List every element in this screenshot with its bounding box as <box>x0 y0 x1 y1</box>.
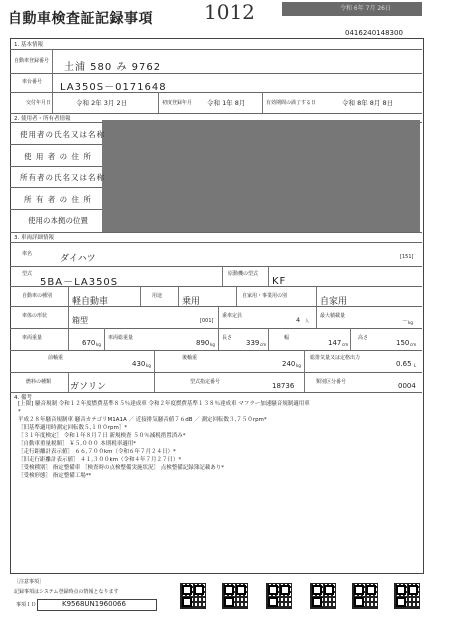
gross-weight-unit: kg <box>210 342 215 347</box>
divider <box>304 372 305 392</box>
business-value: 自家用 <box>320 297 348 307</box>
divider <box>316 286 317 306</box>
notice-text: 記録事項はシステム登録時点の情報となります <box>14 589 119 595</box>
divider <box>316 306 317 328</box>
model-value: 5BA－LA350S <box>40 277 119 288</box>
first-registration-value: 令和 1年 8月 <box>207 99 246 107</box>
kind-value: 軽自動車 <box>72 297 109 307</box>
divider <box>236 286 237 306</box>
body-code: [001] <box>200 318 214 324</box>
owner-name-label: 所有者の氏名又は名称 <box>20 173 105 182</box>
rear-axle-value: 240 <box>282 360 296 368</box>
divider <box>154 372 155 392</box>
length-label: 長さ <box>222 335 233 341</box>
maker-label: 車名 <box>22 251 33 257</box>
redacted-owner-info <box>102 120 420 232</box>
divider <box>10 286 422 287</box>
business-label: 自家用・事業用の別 <box>242 293 288 299</box>
length-unit: cm <box>260 342 267 347</box>
qr-code-icon <box>310 583 336 609</box>
remark-line: ［旧走行距離計表示値］ ４１,３００km（令和４年７月２７日）* <box>18 457 182 463</box>
type-designation-value: 18736 <box>272 382 295 390</box>
user-address-label: 使 用 者 の 住 所 <box>24 152 92 161</box>
gross-weight-value: 890 <box>196 339 210 347</box>
handwritten-note: 1012 <box>204 0 255 24</box>
body-label: 車体の形状 <box>22 313 48 319</box>
chassis-number: LA350S－0171648 <box>60 82 167 93</box>
weight-value: 670 <box>82 339 96 347</box>
divider <box>10 232 422 233</box>
remark-line: * <box>18 409 21 415</box>
max-load-label: 最大積載量 <box>320 313 346 319</box>
use-value: 乗用 <box>182 297 201 307</box>
document-number: 0416240148300 <box>345 29 403 37</box>
kind-label: 自動車の種別 <box>22 293 53 299</box>
notice-title: ［注意事項］ <box>14 579 45 585</box>
max-load-value: － <box>402 318 409 325</box>
divider <box>268 266 269 286</box>
divider <box>10 113 422 114</box>
section-basic-title: 1. 基本情報 <box>14 42 43 48</box>
displacement-value: 0.65 <box>396 360 412 368</box>
registration-number-label: 自動車登録番号 <box>14 58 50 64</box>
rear-axle-label: 後軸重 <box>182 355 198 361</box>
fuel-value: ガソリン <box>70 382 107 392</box>
category-label: 類別区分番号 <box>316 379 347 385</box>
divider <box>52 49 53 113</box>
divider <box>218 328 219 350</box>
height-value: 150 <box>396 339 410 347</box>
engine-label: 原動機の型式 <box>228 271 259 277</box>
remark-line: 平成２８年騒音規制車 騒音カテゴリM1A1A ／ 近接排気騒音値７６dB ／ 測定回転数３,７５０rpm* <box>18 417 267 423</box>
issue-date-value: 令和 2年 3月 2日 <box>76 99 128 107</box>
max-load-unit: kg <box>408 320 413 325</box>
qr-code-icon <box>222 583 248 609</box>
divider <box>68 328 69 350</box>
qr-code-icon <box>266 583 292 609</box>
divider <box>10 350 422 351</box>
remark-line: ［旧基準適用時測定回転数５,１００rpm］* <box>18 425 128 431</box>
divider <box>10 328 422 329</box>
divider <box>154 350 155 372</box>
section-remarks-title: 4. 備考 <box>14 395 32 401</box>
use-label: 用途 <box>152 293 163 299</box>
divider <box>158 92 159 113</box>
width-unit: cm <box>342 342 349 347</box>
maker-code: [151] <box>400 254 414 260</box>
divider <box>218 306 219 328</box>
divider <box>262 92 263 113</box>
issue-date-label: 交付年月日 <box>26 100 52 106</box>
divider <box>10 372 422 373</box>
weight-unit: kg <box>96 342 101 347</box>
owner-address-label: 所 有 者 の 住 所 <box>24 195 92 204</box>
divider <box>68 286 69 306</box>
item-id-value: K9568UN1960066 <box>62 600 126 608</box>
capacity-label: 乗車定員 <box>222 313 243 319</box>
chassis-number-label: 車台番号 <box>22 79 43 85</box>
registration-number: 土浦 580 み 9762 <box>64 62 162 73</box>
displacement-unit: L <box>414 363 417 368</box>
fuel-label: 燃料の種類 <box>26 379 52 385</box>
remark-line: [上限] 騒音規制 令和１２年度燃費基準８５％達成車 令和２年度燃費基準１３８％達成車 マフラー加速騒音規制適用車 <box>18 401 310 407</box>
first-registration-label: 初度登録年月 <box>162 100 193 106</box>
maker-value: ダイハツ <box>60 254 96 264</box>
divider <box>10 266 422 267</box>
qr-code-icon <box>394 583 420 609</box>
front-axle-value: 430 <box>132 360 146 368</box>
remark-line: ［受検種別］ 指定整備車 ［検査時の点検整備実施状況］ 点検整備記録簿記載あり* <box>18 465 224 471</box>
divider <box>10 306 422 307</box>
divider <box>304 350 305 372</box>
capacity-unit: 人 <box>305 318 309 323</box>
remark-line: ［受検形態］ 指定整備工場** <box>18 473 92 479</box>
engine-value: KF <box>272 276 287 287</box>
issue-date-box <box>282 2 422 16</box>
divider <box>10 73 422 74</box>
height-unit: cm <box>410 342 417 347</box>
divider <box>68 372 69 392</box>
divider <box>10 144 102 145</box>
divider <box>178 286 179 306</box>
width-label: 幅 <box>284 335 290 341</box>
divider <box>140 286 141 306</box>
divider <box>10 242 422 243</box>
displacement-label: 総排気量又は定格出力 <box>310 355 361 361</box>
item-id-label: 事項ＩＤ <box>16 602 37 608</box>
remark-line: ［自動車重量税額］ ￥５,０００ 本則税率適用* <box>18 441 136 447</box>
capacity-value: 4 <box>296 316 301 324</box>
type-designation-label: 型式指定番号 <box>190 379 221 385</box>
gross-weight-label: 車両総重量 <box>108 335 134 341</box>
qr-code-icon <box>352 583 378 609</box>
divider <box>104 328 105 350</box>
issue-date-text: 令和 6年 7月 26日 <box>340 5 391 12</box>
expiry-value: 令和 8年 8月 8日 <box>342 99 394 107</box>
remarks-list <box>18 400 310 480</box>
body-value: 箱型 <box>72 316 88 325</box>
category-value: 0004 <box>398 382 416 390</box>
divider <box>350 328 351 350</box>
width-value: 147 <box>328 339 342 347</box>
document-title: 自動車検査証記録事項 <box>8 11 153 27</box>
divider <box>68 306 69 328</box>
section-vehicle-title: 3. 車両詳細情報 <box>14 235 54 241</box>
remark-line: ［３１年度検定］ 令和１年８月７日 新規検査 ５０％減税措置済み* <box>18 433 186 439</box>
divider <box>10 209 102 210</box>
model-label: 型式 <box>22 271 33 277</box>
weight-label: 車両重量 <box>22 335 43 341</box>
user-name-label: 使用者の氏名又は名称 <box>20 130 105 139</box>
front-axle-unit: kg <box>146 363 151 368</box>
qr-code-icon <box>180 583 206 609</box>
divider <box>10 166 102 167</box>
rear-axle-unit: kg <box>296 363 301 368</box>
front-axle-label: 前軸重 <box>48 355 64 361</box>
height-label: 高さ <box>358 335 369 341</box>
divider <box>222 266 223 286</box>
expiry-label: 有効期間の満了する日 <box>266 100 317 106</box>
section-user-owner-title: 2. 使用者・所有者情報 <box>14 116 71 122</box>
divider <box>10 49 422 50</box>
divider <box>10 392 422 393</box>
base-location-label: 使用の本拠の位置 <box>28 216 88 225</box>
divider <box>268 328 269 350</box>
divider <box>10 187 102 188</box>
remark-line: ［走行距離計表示値］ ６６,７００km（令和６年７月２４日）* <box>18 449 176 455</box>
length-value: 339 <box>246 339 260 347</box>
